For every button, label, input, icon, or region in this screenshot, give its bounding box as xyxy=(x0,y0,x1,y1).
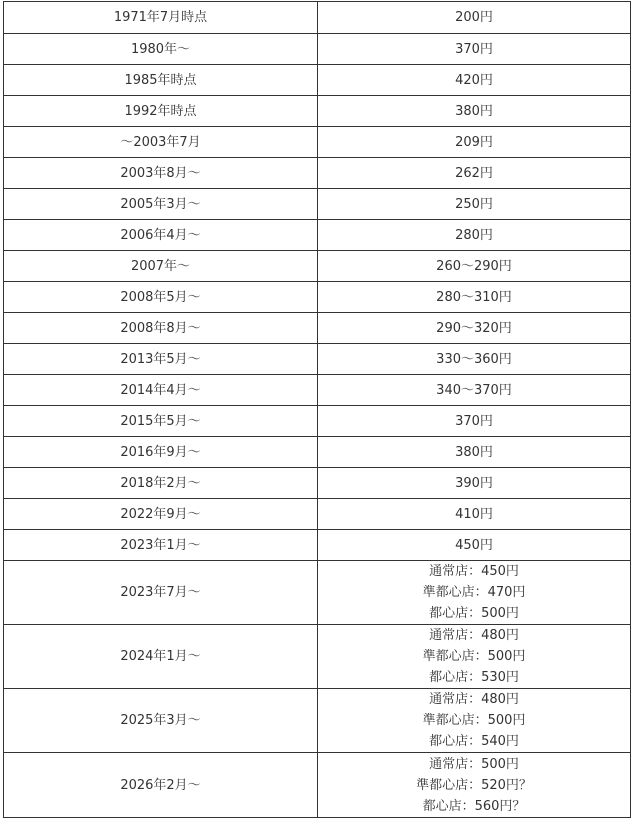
price-cell: 420円 xyxy=(318,65,631,96)
price-cell: 450円 xyxy=(318,530,631,561)
price-cell xyxy=(318,625,631,689)
table-row xyxy=(4,625,631,689)
price-line-regular: 通常店：480円 xyxy=(429,692,519,707)
date-cell: 1980年～ xyxy=(4,34,318,65)
date-cell: 2013年5月～ xyxy=(4,344,318,375)
date-cell: 2018年2月～ xyxy=(4,468,318,499)
table-row xyxy=(4,96,631,127)
price-cell: 250円 xyxy=(318,189,631,220)
table-row xyxy=(4,34,631,65)
table-row xyxy=(4,189,631,220)
table-row xyxy=(4,437,631,468)
table-row xyxy=(4,158,631,189)
table-row xyxy=(4,344,631,375)
table-row xyxy=(4,220,631,251)
date-cell: 2023年1月～ xyxy=(4,530,318,561)
price-cell xyxy=(318,689,631,753)
price-cell: 262円 xyxy=(318,158,631,189)
date-cell: 2008年8月～ xyxy=(4,313,318,344)
date-cell: 2022年9月～ xyxy=(4,499,318,530)
price-line-semi-central: 準都心店：500円 xyxy=(422,649,526,664)
price-cell xyxy=(318,753,631,818)
price-line-central: 都心店：560円？ xyxy=(422,798,526,814)
date-cell: 2008年5月～ xyxy=(4,282,318,313)
price-cell: 380円 xyxy=(318,437,631,468)
table-row xyxy=(4,689,631,753)
date-cell: 2014年4月～ xyxy=(4,375,318,406)
date-cell: 1992年時点 xyxy=(4,96,318,127)
table-row xyxy=(4,530,631,561)
date-cell: 2006年4月～ xyxy=(4,220,318,251)
price-cell xyxy=(318,561,631,625)
price-line-semi-central: 準都心店：470円 xyxy=(422,585,526,600)
price-history-body xyxy=(4,2,631,818)
date-cell: 2016年9月～ xyxy=(4,437,318,468)
date-cell: 2015年5月～ xyxy=(4,406,318,437)
price-cell: 370円 xyxy=(318,406,631,437)
table-row xyxy=(4,499,631,530)
date-cell: 2026年2月～ xyxy=(4,753,318,818)
price-line-semi-central: 準都心店：520円？ xyxy=(416,777,532,793)
table-row xyxy=(4,2,631,34)
date-cell: 2003年8月～ xyxy=(4,158,318,189)
price-line-regular: 通常店：500円 xyxy=(429,756,519,772)
table-row xyxy=(4,561,631,625)
price-cell: 330～360円 xyxy=(318,344,631,375)
table-row xyxy=(4,753,631,818)
price-cell: 280～310円 xyxy=(318,282,631,313)
price-cell: 209円 xyxy=(318,127,631,158)
price-line-regular: 通常店：450円 xyxy=(429,564,519,579)
date-cell: 2024年1月～ xyxy=(4,625,318,689)
table-row xyxy=(4,251,631,282)
table-row xyxy=(4,468,631,499)
date-cell: 2005年3月～ xyxy=(4,189,318,220)
price-cell: 260～290円 xyxy=(318,251,631,282)
price-line-regular: 通常店：480円 xyxy=(429,628,519,643)
price-cell: 340～370円 xyxy=(318,375,631,406)
table-row xyxy=(4,375,631,406)
price-line-semi-central: 準都心店：500円 xyxy=(422,713,526,728)
table-row xyxy=(4,282,631,313)
price-cell: 290～320円 xyxy=(318,313,631,344)
date-cell: 1985年時点 xyxy=(4,65,318,96)
date-cell: 1971年7月時点 xyxy=(4,2,318,34)
price-cell: 370円 xyxy=(318,34,631,65)
table-row xyxy=(4,65,631,96)
price-cell: 280円 xyxy=(318,220,631,251)
date-cell: 2025年3月～ xyxy=(4,689,318,753)
price-history-table xyxy=(3,1,631,818)
price-cell: 390円 xyxy=(318,468,631,499)
price-cell: 380円 xyxy=(318,96,631,127)
table-row xyxy=(4,127,631,158)
price-line-central: 都心店：540円 xyxy=(429,734,519,749)
price-line-central: 都心店：530円 xyxy=(429,670,519,685)
date-cell: ～2003年7月 xyxy=(4,127,318,158)
table-row xyxy=(4,406,631,437)
date-cell: 2007年～ xyxy=(4,251,318,282)
date-cell: 2023年7月～ xyxy=(4,561,318,625)
price-cell: 200円 xyxy=(318,2,631,34)
price-line-central: 都心店：500円 xyxy=(429,606,519,621)
price-cell: 410円 xyxy=(318,499,631,530)
table-row xyxy=(4,313,631,344)
